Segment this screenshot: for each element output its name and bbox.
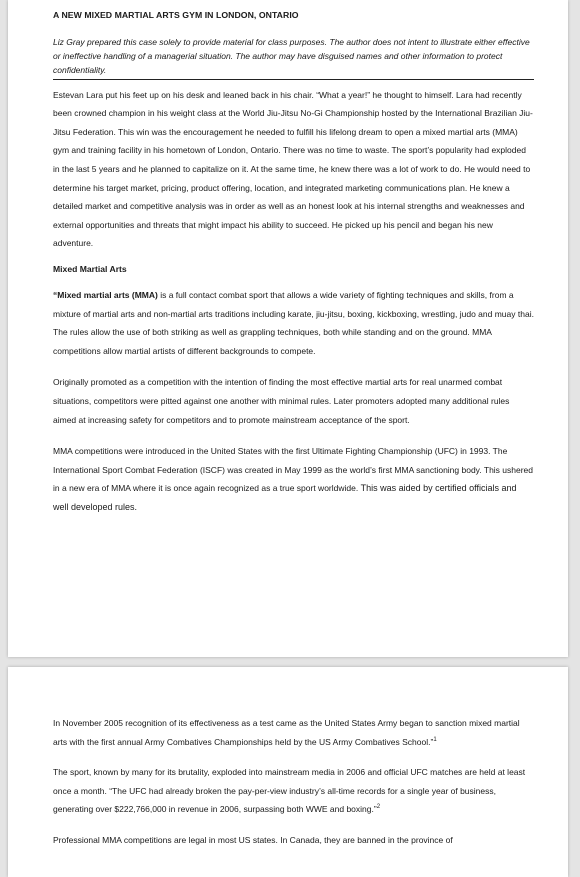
document-page-2 — [8, 667, 568, 877]
case-disclaimer: Liz Gray prepared this case solely to provide material for class purposes. The author does not intent to illustrate either effective or ineffective handling of a managerial situation. The author may have disguised names and other information to protect confidentiality. — [53, 35, 534, 80]
legal-paragraph: Professional MMA competitions are legal in most US states. In Canada, they are banned in the province of — [53, 834, 453, 845]
mma-definition-text: is a full contact combat sport that allows a wide variety of fighting techniques and skills, from a mixture of martial arts and non-martial arts traditions including karate, jiu-jitsu, boxing, kickboxing, wrestling, judo and muay thai. The rules allow the use of both striking as well as grappling techniques, both while standing and on the ground. MMA competitions allow martial artists of different backgrounds to compete. — [53, 289, 534, 356]
army-text: In November 2005 recognition of its effectiveness as a test came as the United States Army began to sanction mixed martial arts with the first annual Army Combatives Championships held by the US Army Combatives School.” — [53, 718, 520, 747]
mma-definition-paragraph — [53, 286, 534, 360]
us-intro-paragraph — [53, 442, 534, 516]
media-paragraph — [53, 763, 534, 819]
army-paragraph — [53, 714, 534, 751]
us-intro-last-sentence: This was aided by certified officials and well developed rules. — [53, 483, 517, 512]
origins-paragraph: Originally promoted as a competition with the intention of finding the most effective martial arts for real unarmed combat situations, competitors were pitted against one another with minimal rules. Later promoters adopted many additional rules aimed at increasing safety for competitors and to promote mainstream acceptance of the sport. — [53, 377, 510, 425]
footnote-marker-2[interactable]: 2 — [376, 804, 381, 811]
mma-definition-term: “Mixed martial arts (MMA) — [53, 289, 158, 300]
media-text: The sport, known by many for its brutality, exploded into mainstream media in 2006 and official UFC matches are held at least once a month. “The UFC had already broken the pay-per-view industry’s all-time records for a single year of business, generating over $222,766,000 in revenue in 2006, surpassing both WWE and boxing.” — [53, 767, 526, 815]
document-title: A NEW MIXED MARTIAL ARTS GYM IN LONDON, ONTARIO — [53, 10, 299, 20]
section-heading-mma: Mixed Martial Arts — [53, 263, 127, 274]
us-intro-text: MMA competitions were introduced in the United States with the first Ultimate Fighting Championship (UFC) in 1993. The International Sport Combat Federation (ISCF) was created in May 1999 as the world’s first MMA sanctioning body. This ushered in a new era of MMA where it is once again recognized as a true sport worldwide. — [53, 446, 534, 494]
footnote-marker-1[interactable]: 1 — [433, 736, 437, 743]
intro-paragraph: Estevan Lara put his feet up on his desk and leaned back in his chair. “What a year!” he thought to himself. Lara had recently been crowned champion in his weight class at the World Jiu-Jitsu No-Gi Championship hosted by the International Brazilian Jiu-Jitsu Federation. This win was the encouragement he needed to fulfill his lifelong dream to open a mixed martial arts (MMA) gym and training facility in his hometown of London, Ontario. There was no time to waste. The sport’s popularity had exploded in the last 5 years and he planned to capitalize on it. At the same time, he knew there was a lot of work to do. He would need to determine his target market, pricing, product offering, location, and integrated marketing communications plan. He knew a detailed market and competitive analysis was in order as well as an honest look at his internal strengths and weaknesses and external opportunities and threats that might impact his ability to succeed. He picked up his pencil and began his new adventure. — [53, 89, 533, 249]
document-page-1 — [8, 0, 568, 657]
